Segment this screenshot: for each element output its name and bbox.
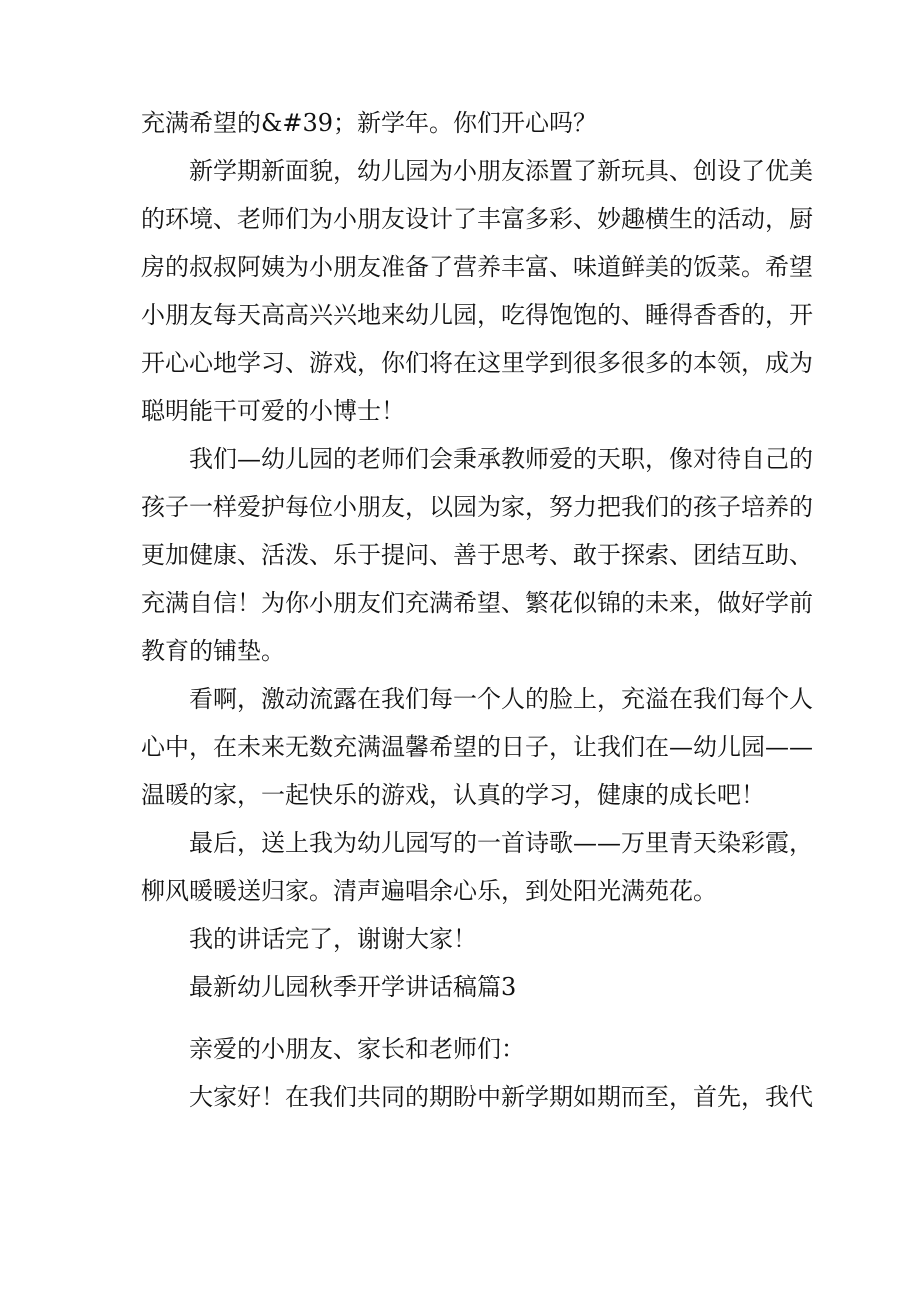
paragraph-line: 的环境、老师们为小朋友设计了丰富多彩、妙趣横生的活动，厨: [141, 205, 813, 233]
paragraph-line: 充满自信！为你小朋友们充满希望、繁花似锦的未来，做好学前: [141, 589, 813, 617]
document-body: [141, 109, 813, 1111]
paragraph-line: 我的讲话完了，谢谢大家！: [189, 925, 477, 953]
paragraph-line: 聪明能干可爱的小博士！: [141, 397, 405, 425]
paragraph-line: 柳风暖暖送归家。清声遍唱余心乐，到处阳光满苑花。: [141, 877, 717, 905]
paragraph-line: 小朋友每天高高兴兴地来幼儿园，吃得饱饱的、睡得香香的，开: [141, 301, 813, 329]
paragraph-line: 温暖的家，一起快乐的游戏，认真的学习，健康的成长吧！: [141, 781, 765, 809]
paragraph-line: 新学期新面貌，幼儿园为小朋友添置了新玩具、创设了优美: [189, 157, 813, 185]
salutation: 亲爱的小朋友、家长和老师们：: [189, 1035, 525, 1063]
section-heading: 最新幼儿园秋季开学讲话稿篇3: [189, 973, 517, 1001]
paragraph-line: 开心心地学习、游戏，你们将在这里学到很多很多的本领，成为: [141, 349, 813, 377]
paragraph-line: 心中，在未来无数充满温馨希望的日子，让我们在—幼儿园——: [141, 733, 813, 761]
paragraph-line: 看啊，激动流露在我们每一个人的脸上，充溢在我们每个人: [189, 685, 813, 713]
paragraph-line: 更加健康、活泼、乐于提问、善于思考、敢于探索、团结互助、: [141, 541, 813, 569]
paragraph-line: 房的叔叔阿姨为小朋友准备了营养丰富、味道鲜美的饭菜。希望: [141, 253, 813, 281]
paragraph-line: 孩子一样爱护每位小朋友，以园为家，努力把我们的孩子培养的: [141, 493, 813, 521]
paragraph-line: 充满希望的&#39；新学年。你们开心吗？: [141, 109, 598, 137]
paragraph-line: 我们—幼儿园的老师们会秉承教师爱的天职，像对待自己的: [189, 445, 813, 473]
paragraph-line: 教育的铺垫。: [141, 637, 285, 665]
paragraph-line: 大家好！在我们共同的期盼中新学期如期而至，首先，我代: [189, 1083, 813, 1111]
paragraph-line: 最后，送上我为幼儿园写的一首诗歌——万里青天染彩霞，: [189, 829, 813, 857]
